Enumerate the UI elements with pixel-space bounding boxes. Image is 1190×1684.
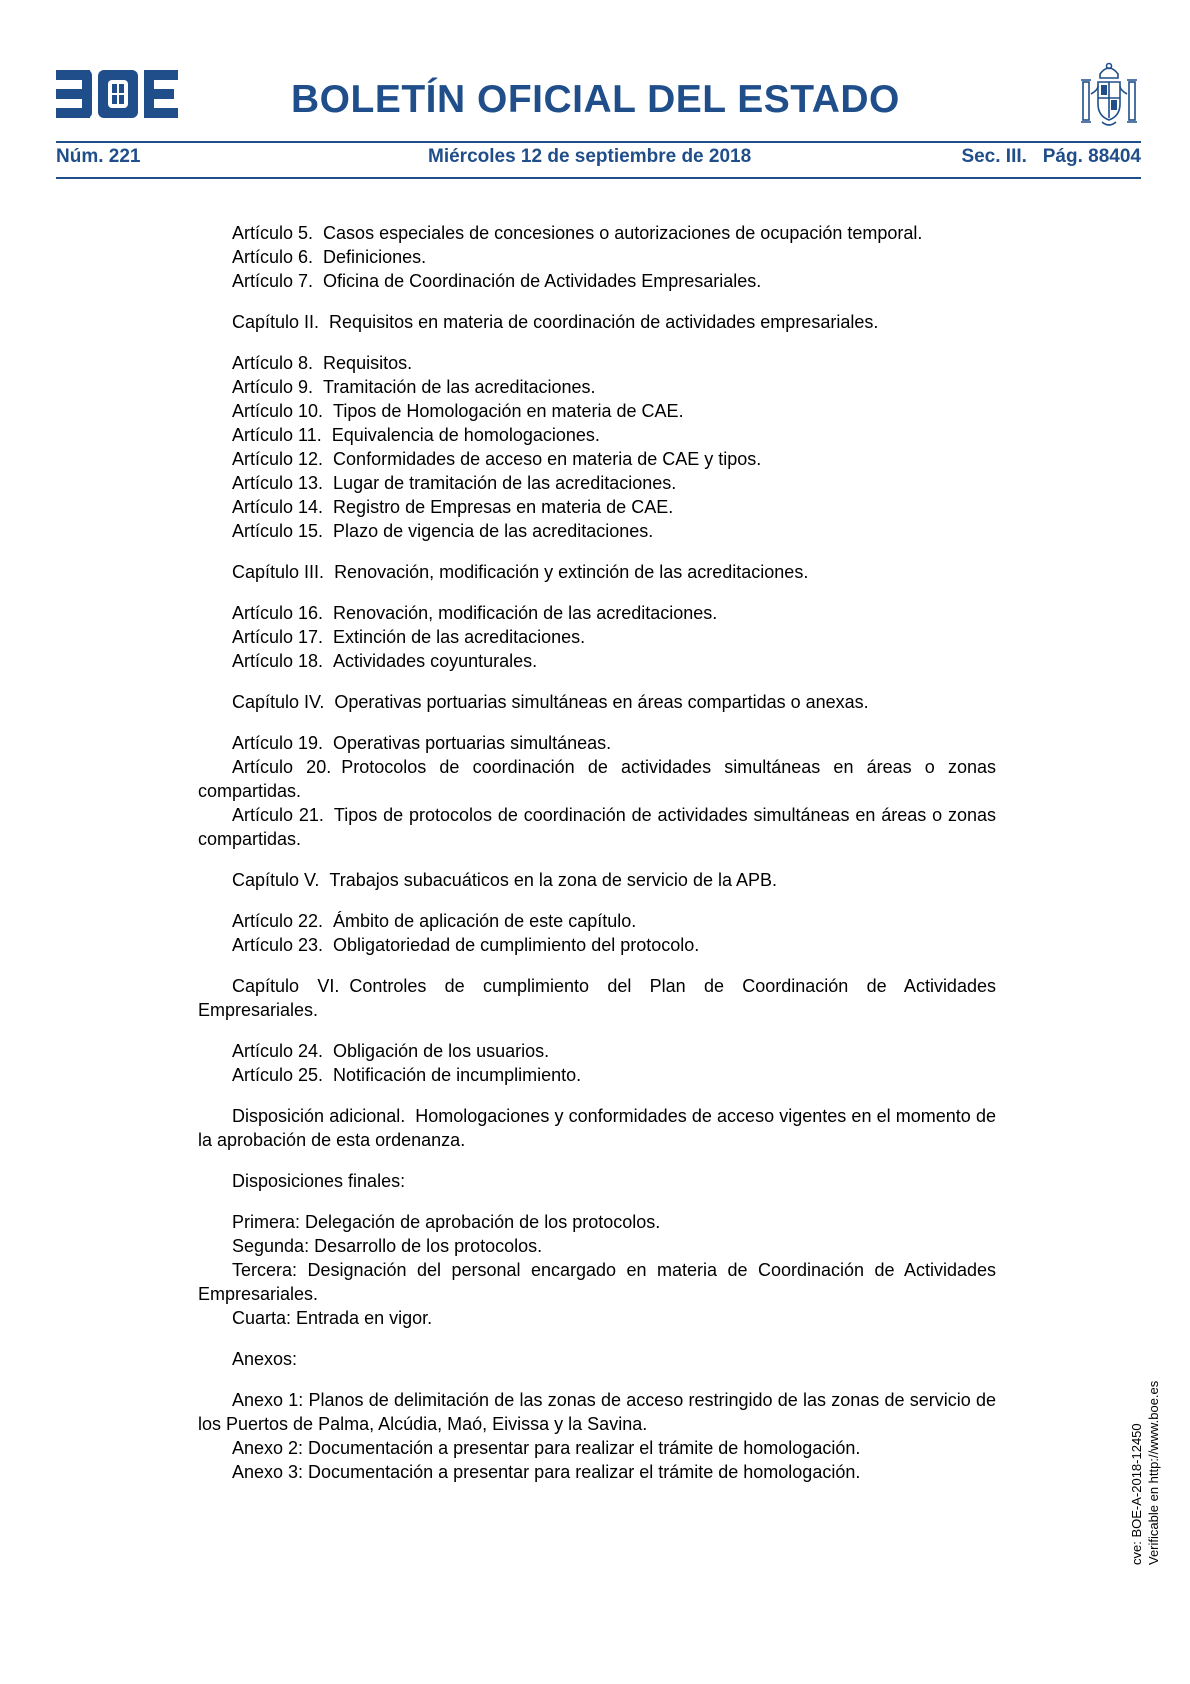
chapter-heading bbox=[198, 868, 996, 892]
item-text: Primera: Delegación de aprobación de los protocolos. bbox=[232, 1212, 661, 1232]
list-item bbox=[198, 447, 996, 471]
item-text: Conformidades de acceso en materia de CAE y tipos. bbox=[333, 449, 762, 469]
list-item bbox=[198, 1063, 996, 1087]
list-item bbox=[198, 909, 996, 933]
list-item bbox=[198, 755, 996, 803]
item-text: Registro de Empresas en materia de CAE. bbox=[333, 497, 674, 517]
item-text: Oficina de Coordinación de Actividades Empresariales. bbox=[323, 271, 762, 291]
item-label: Capítulo II. bbox=[232, 312, 320, 332]
item-label: Capítulo IV. bbox=[232, 692, 325, 712]
item-label: Artículo 16. bbox=[232, 603, 324, 623]
section-heading bbox=[198, 1347, 996, 1371]
item-label: Artículo 25. bbox=[232, 1065, 324, 1085]
section-page: Sec. III. Pág. 88404 bbox=[961, 146, 1141, 167]
item-text: Homologaciones y conformidades de acceso vigentes en el momento de la aprobación de esta ordenanza. bbox=[198, 1106, 996, 1150]
item-label: Artículo 20. bbox=[232, 757, 332, 777]
list-item bbox=[198, 933, 996, 957]
item-text: Disposiciones finales: bbox=[232, 1171, 406, 1191]
item-label: Artículo 8. bbox=[232, 353, 314, 373]
list-item bbox=[198, 269, 996, 293]
list-item bbox=[198, 519, 996, 543]
item-label: Artículo 13. bbox=[232, 473, 324, 493]
cve-code: cve: BOE-A-2018-12450 bbox=[1129, 1423, 1144, 1565]
chapter-heading bbox=[198, 974, 996, 1022]
item-label: Artículo 15. bbox=[232, 521, 324, 541]
item-text: Anexo 2: Documentación a presentar para realizar el trámite de homologación. bbox=[232, 1438, 861, 1458]
list-item bbox=[198, 1210, 996, 1234]
item-text: Definiciones. bbox=[323, 247, 427, 267]
item-label: Capítulo V. bbox=[232, 870, 320, 890]
list-item bbox=[198, 375, 996, 399]
list-item bbox=[198, 649, 996, 673]
list-item bbox=[198, 625, 996, 649]
item-label: Artículo 7. bbox=[232, 271, 314, 291]
list-item bbox=[198, 1388, 996, 1436]
list-item bbox=[198, 495, 996, 519]
list-item bbox=[198, 1039, 996, 1063]
item-label: Artículo 11. bbox=[232, 425, 322, 445]
list-item bbox=[198, 731, 996, 755]
item-label: Artículo 18. bbox=[232, 651, 324, 671]
item-label: Disposición adicional. bbox=[232, 1106, 406, 1126]
document-body bbox=[198, 221, 996, 1484]
item-text: Casos especiales de concesiones o autorizaciones de ocupación temporal. bbox=[323, 223, 923, 243]
list-item bbox=[198, 245, 996, 269]
item-label: Artículo 5. bbox=[232, 223, 314, 243]
list-item bbox=[198, 1460, 996, 1484]
item-text: Notificación de incumplimiento. bbox=[333, 1065, 582, 1085]
item-label: Artículo 23. bbox=[232, 935, 324, 955]
item-label: Artículo 12. bbox=[232, 449, 324, 469]
list-item bbox=[198, 1306, 996, 1330]
list-item bbox=[198, 1436, 996, 1460]
item-label: Capítulo III. bbox=[232, 562, 325, 582]
issue-date: Miércoles 12 de septiembre de 2018 bbox=[428, 146, 752, 167]
item-text: Ámbito de aplicación de este capítulo. bbox=[333, 911, 637, 931]
list-item bbox=[198, 1258, 996, 1306]
header-divider-top bbox=[56, 141, 1141, 143]
item-text: Extinción de las acreditaciones. bbox=[333, 627, 586, 647]
item-text: Anexo 3: Documentación a presentar para realizar el trámite de homologación. bbox=[232, 1462, 861, 1482]
item-text: Controles de cumplimiento del Plan de Coordinación de Actividades Empresariales. bbox=[198, 976, 996, 1020]
item-label: Artículo 6. bbox=[232, 247, 314, 267]
page-header bbox=[56, 60, 1141, 140]
item-text: Tramitación de las acreditaciones. bbox=[323, 377, 596, 397]
list-item bbox=[198, 399, 996, 423]
item-label: Artículo 21. bbox=[232, 805, 324, 825]
coat-of-arms-icon bbox=[1078, 60, 1140, 132]
item-text: Renovación, modificación de las acreditaciones. bbox=[333, 603, 718, 623]
item-label: Capítulo VI. bbox=[232, 976, 340, 996]
item-text: Plazo de vigencia de las acreditaciones. bbox=[333, 521, 654, 541]
header-divider-bottom bbox=[56, 177, 1141, 179]
item-text: Trabajos subacuáticos en la zona de servicio de la APB. bbox=[329, 870, 777, 890]
item-text: Equivalencia de homologaciones. bbox=[331, 425, 600, 445]
item-text: Actividades coyunturales. bbox=[333, 651, 538, 671]
item-text: Segunda: Desarrollo de los protocolos. bbox=[232, 1236, 543, 1256]
item-text: Lugar de tramitación de las acreditaciones. bbox=[333, 473, 677, 493]
chapter-heading bbox=[198, 560, 996, 584]
list-item bbox=[198, 1234, 996, 1258]
item-label: Artículo 17. bbox=[232, 627, 324, 647]
item-label: Artículo 19. bbox=[232, 733, 324, 753]
section-heading bbox=[198, 1169, 996, 1193]
item-text: Tipos de protocolos de coordinación de actividades simultáneas en áreas o zonas compartidas. bbox=[198, 805, 997, 849]
verify-link[interactable]: Verificable en http://www.boe.es bbox=[1146, 1380, 1161, 1565]
issue-number: Núm. 221 bbox=[56, 146, 141, 167]
list-item bbox=[198, 601, 996, 625]
item-text: Tercera: Designación del personal encargado en materia de Coordinación de Actividades Empresariales. bbox=[198, 1260, 996, 1304]
item-text: Obligatoriedad de cumplimiento del protocolo. bbox=[333, 935, 700, 955]
item-text: Obligación de los usuarios. bbox=[333, 1041, 550, 1061]
list-item bbox=[198, 221, 996, 245]
item-text: Anexo 1: Planos de delimitación de las zonas de acceso restringido de las zonas de servicio de los Puertos de Palma, Alcúdia, Maó, Eivissa y la Savina. bbox=[198, 1390, 996, 1434]
item-text: Renovación, modificación y extinción de las acreditaciones. bbox=[334, 562, 809, 582]
item-label: Artículo 9. bbox=[232, 377, 314, 397]
verification-note bbox=[1128, 1381, 1162, 1565]
item-text: Requisitos. bbox=[323, 353, 413, 373]
item-text: Tipos de Homologación en materia de CAE. bbox=[333, 401, 684, 421]
item-text: Cuarta: Entrada en vigor. bbox=[232, 1308, 433, 1328]
chapter-heading bbox=[198, 690, 996, 714]
list-item bbox=[198, 351, 996, 375]
item-label: Artículo 24. bbox=[232, 1041, 324, 1061]
item-text: Operativas portuarias simultáneas en áreas compartidas o anexas. bbox=[334, 692, 869, 712]
list-item bbox=[198, 423, 996, 447]
item-label: Artículo 14. bbox=[232, 497, 324, 517]
page-title: BOLETÍN OFICIAL DEL ESTADO bbox=[291, 78, 900, 121]
item-label: Artículo 10. bbox=[232, 401, 324, 421]
item-label: Artículo 22. bbox=[232, 911, 324, 931]
list-item bbox=[198, 471, 996, 495]
item-text: Anexos: bbox=[232, 1349, 298, 1369]
item-text: Protocolos de coordinación de actividades simultáneas en áreas o zonas compartidas. bbox=[198, 757, 997, 801]
boe-logo bbox=[56, 70, 178, 118]
list-item bbox=[198, 803, 996, 851]
item-text: Operativas portuarias simultáneas. bbox=[333, 733, 612, 753]
item-text: Requisitos en materia de coordinación de actividades empresariales. bbox=[329, 312, 879, 332]
chapter-heading bbox=[198, 310, 996, 334]
additional-provision bbox=[198, 1104, 996, 1152]
